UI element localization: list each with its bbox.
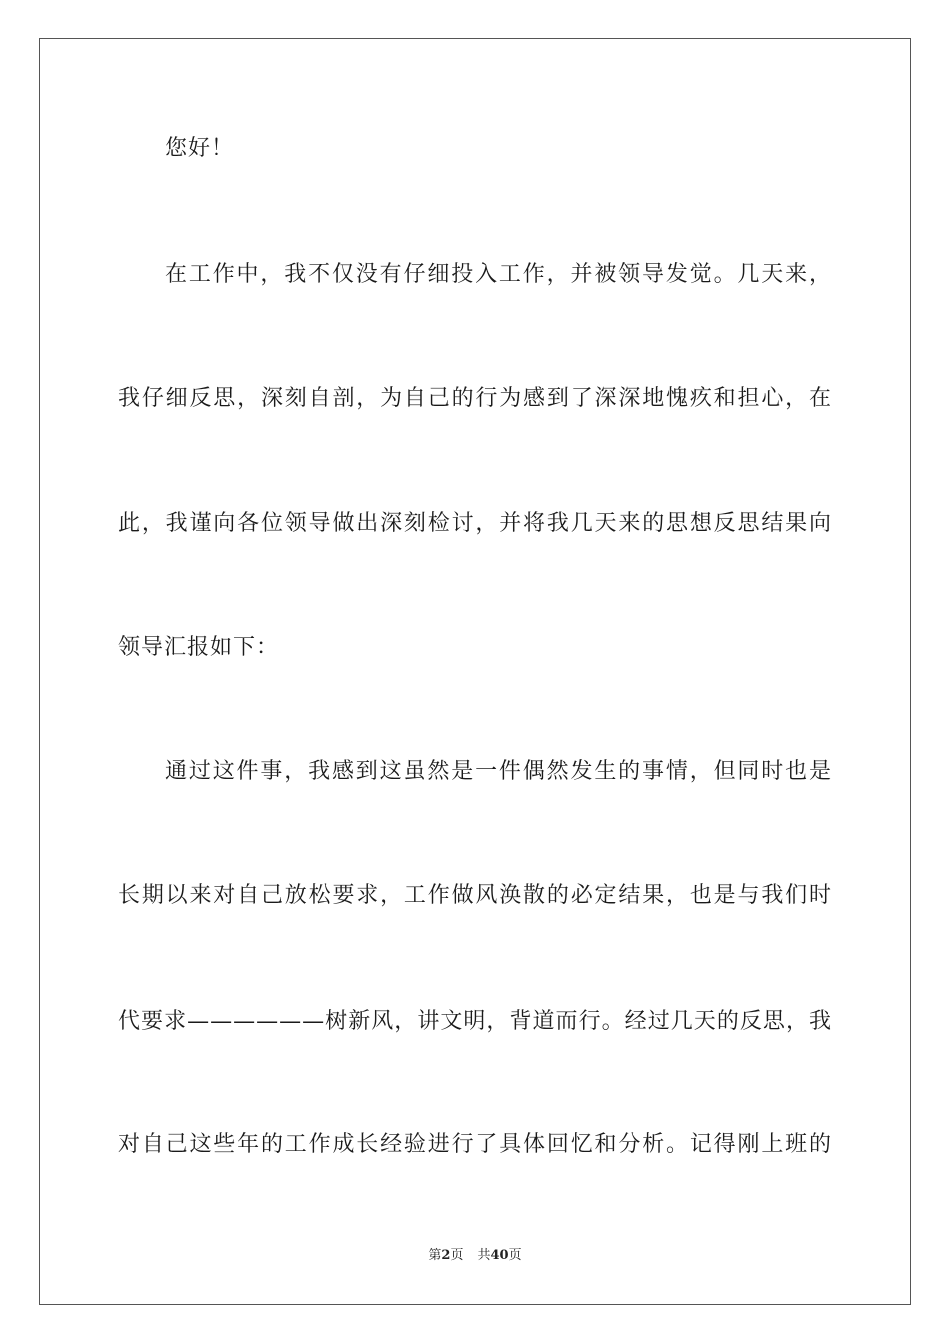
- paragraph-2-line-3: 代要求——————树新风，讲文明，背道而行。经过几天的反思，我: [118, 1009, 832, 1034]
- current-page-number: 2: [441, 1248, 451, 1263]
- paragraph-1-line-1: 在工作中，我不仅没有仔细投入工作，并被领导发觉。几天来，: [165, 262, 832, 287]
- total-suffix: 页: [508, 1248, 522, 1263]
- paragraph-2-line-1: 通过这件事，我感到这虽然是一件偶然发生的事情，但同时也是: [165, 759, 832, 784]
- paragraph-2-line-4: 对自己这些年的工作成长经验进行了具体回忆和分析。记得刚上班的: [118, 1132, 832, 1157]
- total-pages-number: 40: [490, 1248, 509, 1263]
- page-footer: [0, 1247, 950, 1265]
- page-border: [39, 38, 911, 1305]
- paragraph-1-line-2: 我仔细反思，深刻自剖，为自己的行为感到了深深地愧疚和担心，在: [118, 386, 832, 411]
- total-prefix: 共: [477, 1248, 491, 1263]
- page-suffix: 页: [450, 1248, 464, 1263]
- greeting-line: 您好！: [165, 136, 235, 161]
- paragraph-1-line-3: 此，我谨向各位领导做出深刻检讨，并将我几天来的思想反思结果向: [118, 511, 832, 536]
- paragraph-1-line-4: 领导汇报如下：: [118, 635, 280, 660]
- page-prefix: 第: [428, 1248, 442, 1263]
- paragraph-2-line-2: 长期以来对自己放松要求，工作做风涣散的必定结果，也是与我们时: [118, 883, 832, 908]
